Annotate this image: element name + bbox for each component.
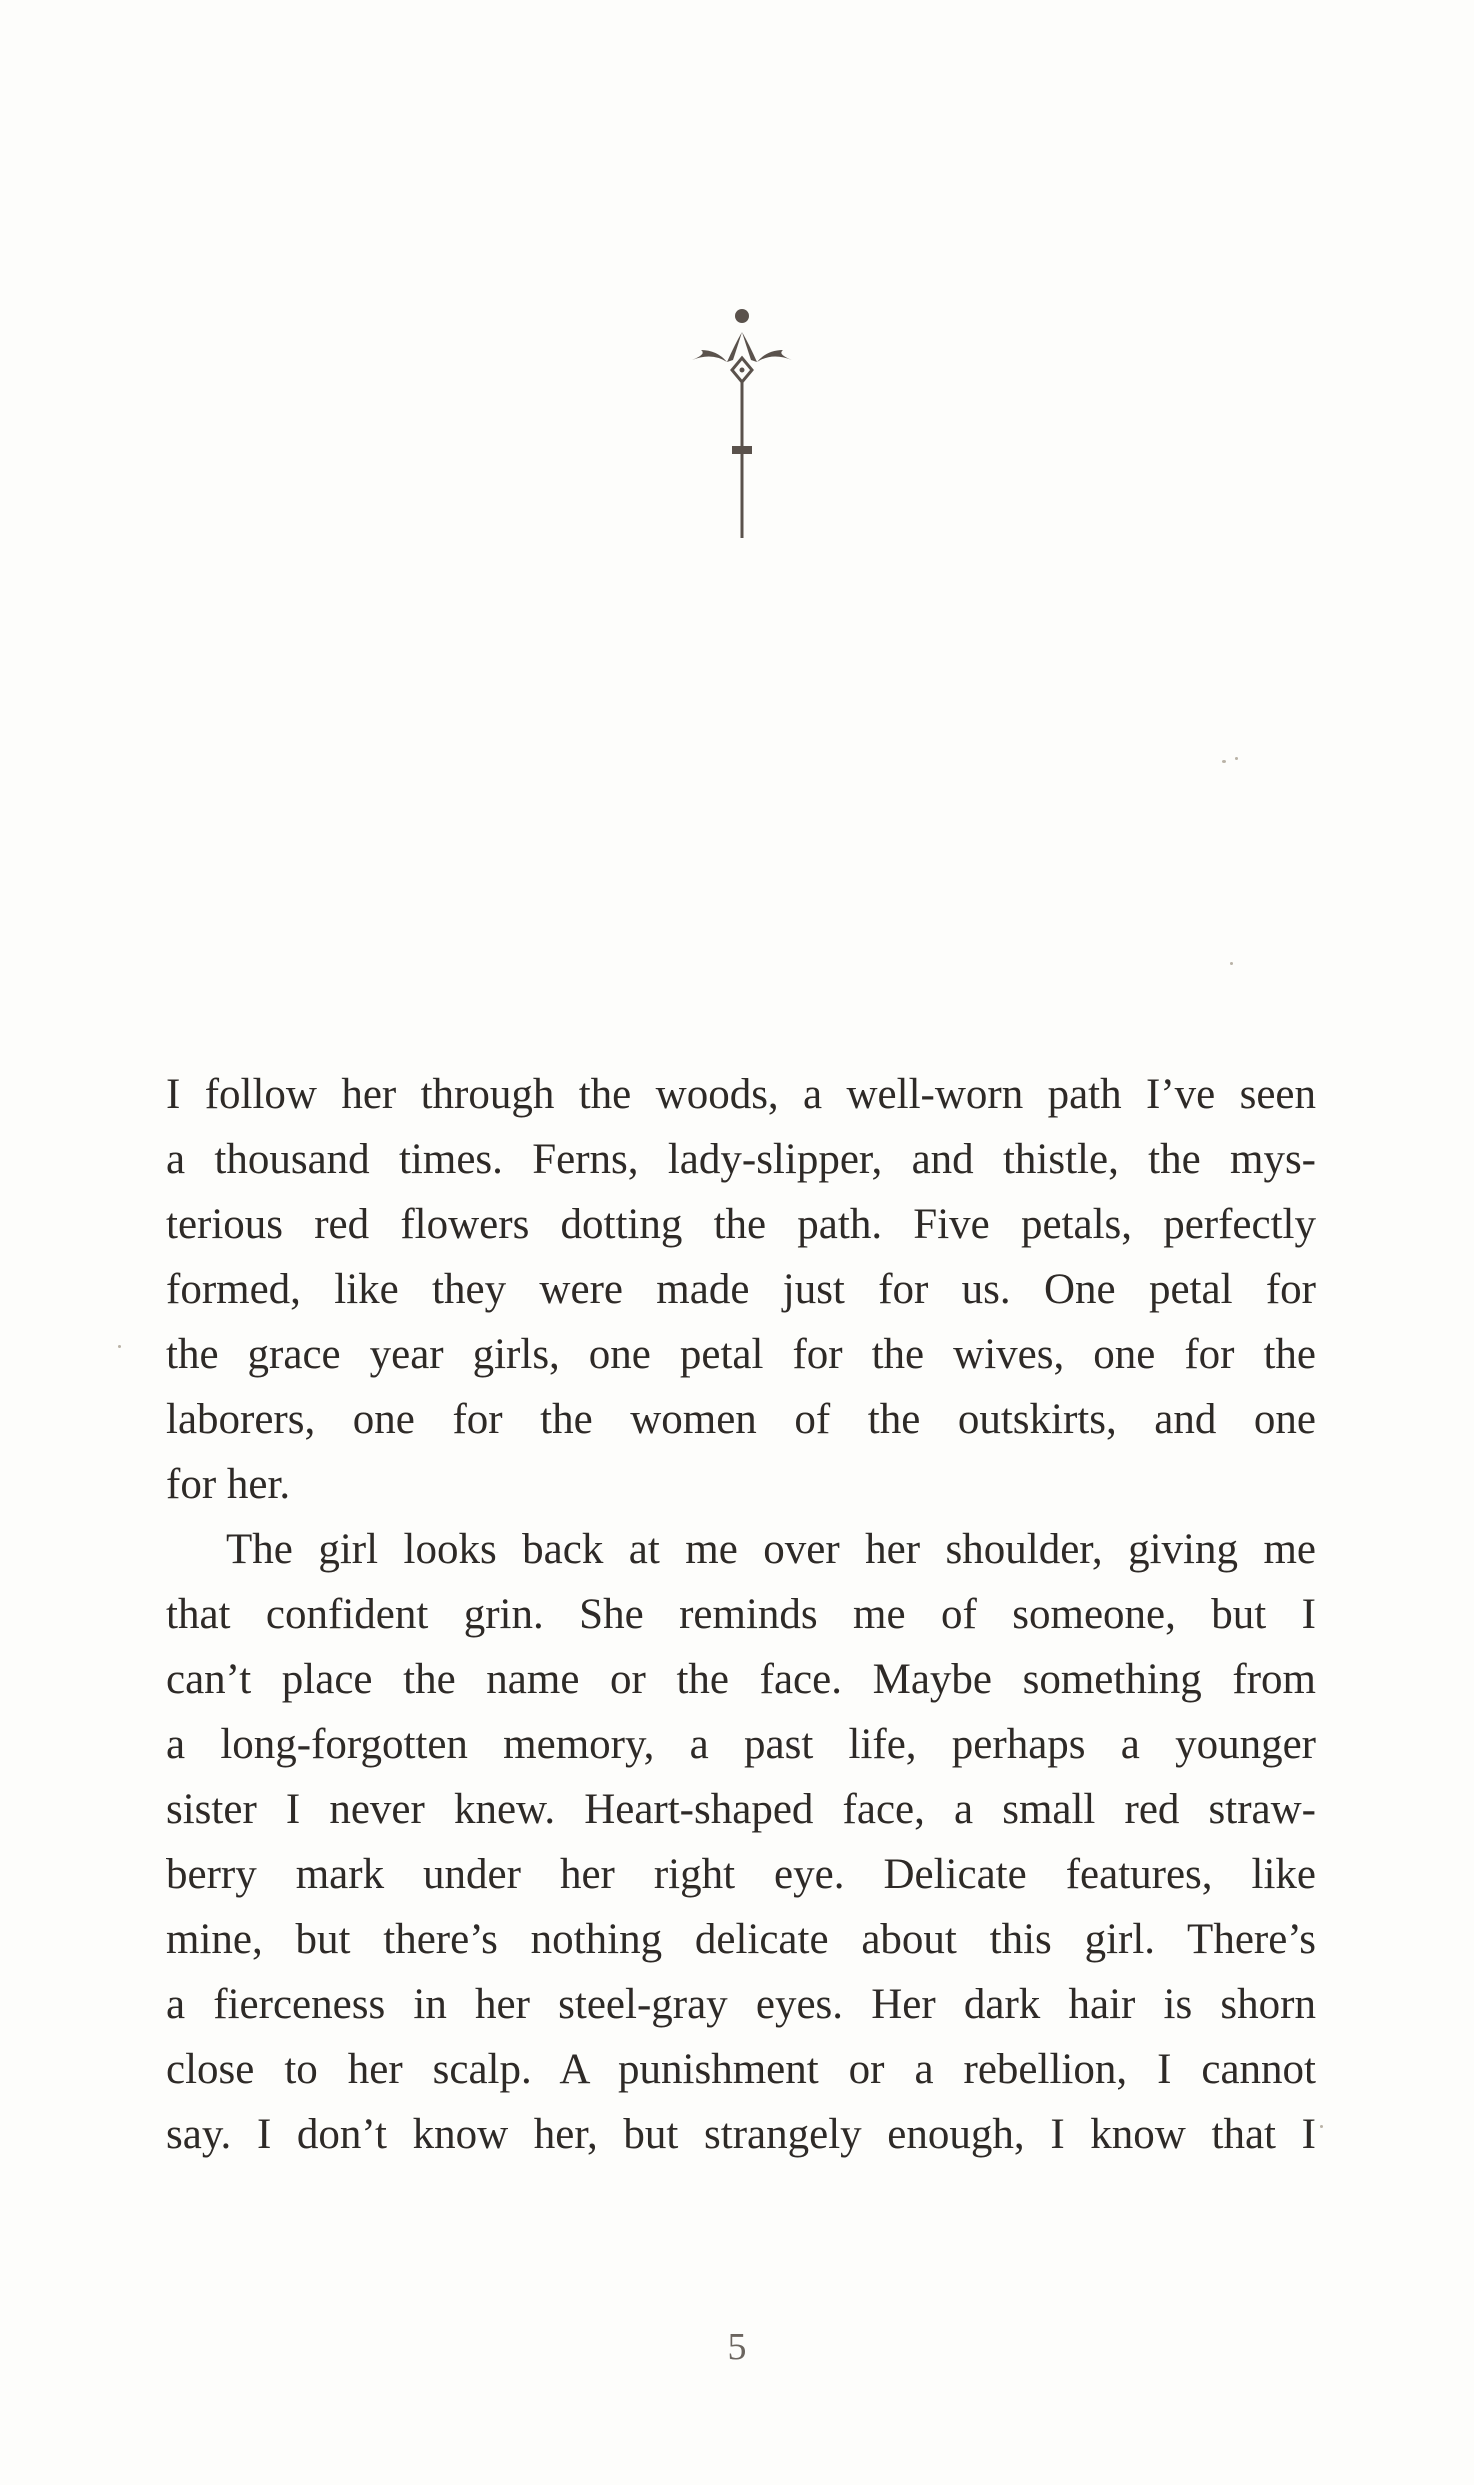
paragraph-2 [166, 1517, 1316, 2167]
text-line: close to her scalp. A punishment or a rebellion, I cannot [166, 2046, 1316, 2093]
text-line: a thousand times. Ferns, lady-slipper, and thistle, the mys- [166, 1136, 1316, 1183]
paper-speck [1222, 760, 1226, 763]
paragraph-1 [166, 1062, 1316, 1517]
text-line: laborers, one for the women of the outskirts, and one [166, 1396, 1316, 1443]
text-line: that confident grin. She reminds me of someone, but I [166, 1591, 1316, 1638]
text-line: mine, but there’s nothing delicate about this girl. There’s [166, 1916, 1316, 1963]
text-line: The girl looks back at me over her shoulder, giving me [226, 1526, 1316, 1573]
body-text [166, 1062, 1316, 2167]
text-line: a fierceness in her steel-gray eyes. Her dark hair is shorn [166, 1981, 1316, 2028]
paper-speck [1230, 962, 1233, 965]
paper-speck [118, 1345, 121, 1348]
text-line: formed, like they were made just for us. One petal for [166, 1266, 1316, 1313]
text-line: berry mark under her right eye. Delicate features, like [166, 1851, 1316, 1898]
text-line: the grace year girls, one petal for the wives, one for the [166, 1331, 1316, 1378]
text-line: can’t place the name or the face. Maybe something from [166, 1656, 1316, 1703]
paper-speck [1320, 2125, 1323, 2128]
text-line: I follow her through the woods, a well-worn path I’ve seen [166, 1071, 1316, 1118]
flourish-cross-icon [687, 300, 797, 550]
page-number: 5 [727, 2326, 747, 2368]
text-line: for her. [166, 1461, 291, 1508]
paper-speck [1235, 757, 1238, 760]
text-line: say. I don’t know her, but strangely enough, I know that I [166, 2111, 1316, 2158]
text-line: sister I never knew. Heart-shaped face, a small red straw- [166, 1786, 1316, 1833]
text-line: a long-forgotten memory, a past life, perhaps a younger [166, 1721, 1316, 1768]
text-line: terious red flowers dotting the path. Five petals, perfectly [166, 1201, 1316, 1248]
